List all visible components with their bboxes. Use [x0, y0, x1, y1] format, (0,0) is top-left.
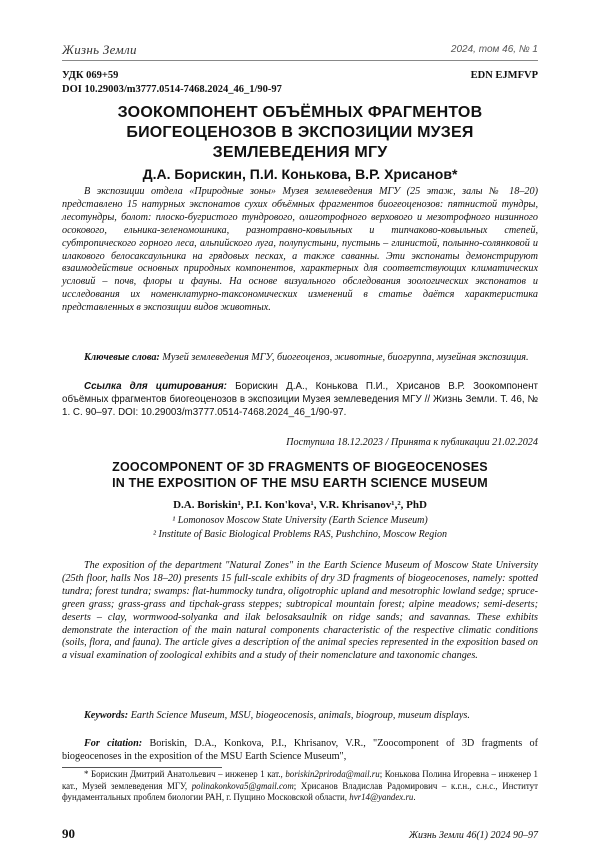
en-authors: D.A. Boriskin¹, P.I. Kon'kova¹, V.R. Khrisanov¹,², PhD [173, 499, 427, 511]
ru-title-line: ЗЕМЛЕВЕДЕНИЯ МГУ [212, 144, 388, 161]
email-link[interactable]: boriskin2priroda@mail.ru [285, 769, 380, 779]
email-link[interactable]: hvr14@yandex.ru [349, 792, 414, 803]
en-keywords-label: Keywords: [84, 710, 129, 721]
ru-keywords-text: Музей землеведения МГУ, биогеоценоз, животные, биогруппа, музейная экспозиция. [162, 352, 529, 363]
footnote-text: . [413, 792, 416, 803]
ru-title-line: ЗООКОМПОНЕНТ ОБЪЁМНЫХ ФРАГМЕНТОВ [117, 104, 483, 121]
ru-title-line: БИОГЕОЦЕНОЗОВ В ЭКСПОЗИЦИИ МУЗЕЯ [126, 124, 474, 141]
en-title [62, 459, 538, 491]
journal-issue: 2024, том 46, № 1 [450, 44, 538, 55]
header-divider [62, 60, 538, 61]
en-affiliation-2: ² Institute of Basic Biological Problems RAS, Pushchino, Moscow Region [153, 529, 447, 540]
footnote-text: ; Хрисанов Владислав Радомирович – к.г.н., с.н.с., Институт фундаментальных проблем биологии РАН, г. Пущино Московской области, [62, 780, 538, 803]
ru-citation [62, 380, 538, 419]
en-abstract: The exposition of the department "Natural Zones" in the Earth Science Museum of Moscow State University (25th floor, halls Nos 18–20) presents 15 full-scale exhibits of dry 3D fragments of biogeocenoses, namely: spotted tundra; forest tundra; swamps: flat-hummocky tundra, oligotrophic upland and mesotrophic lowland sedge; spruce-green grass; grass-grass and tipchak-grass steppes; subtropical mountain forest; alpine meadows; semi-deserts; deserts – clay, wormwood-solyanka and ilak belosaksaulnik on ridge sands; and savannas. These exhibits demonstrate the interaction of the main natural components characteristic of the respective climatic conditions (soils, flora, and fauna). The article gives a description of the animal species represented in the exposition based on a visual examination of zoological exhibits and a study of their nomenclature and taxonomic changes. [62, 560, 538, 662]
ru-title [62, 103, 538, 163]
doi: DOI 10.29003/m3777.0514-7468.2024_46_1/90-97 [62, 84, 282, 95]
edn-code: EDN EJMFVP [470, 70, 538, 81]
page-number: 90 [62, 826, 75, 841]
footnote-text: * Борискин Дмитрий Анатольевич – инженер 1 кат., [84, 769, 286, 779]
en-title-line: ZOOCOMPONENT OF 3D FRAGMENTS OF BIOGEOCENOSES [112, 460, 488, 474]
footer-journal: Жизнь Земли 46(1) 2024 90–97 [408, 830, 538, 841]
journal-logo: Жизнь Земли [62, 42, 137, 57]
en-keywords-text: Earth Science Museum, MSU, biogeocenosis, animals, biogroup, museum displays. [130, 710, 470, 721]
author-footnote [62, 769, 538, 804]
footnote-divider [62, 767, 222, 768]
footnote-text: ; Конькова Полина Игоревна – инженер 1 кат., Музей землеведения МГУ, [62, 769, 538, 791]
ru-citation-label: Ссылка для цитирования: [84, 381, 227, 392]
ru-keywords-label: Ключевые слова: [84, 352, 160, 363]
ru-abstract: В экспозиции отдела «Природные зоны» Музея землеведения МГУ (25 этаж, залы № 18–20) представлено 15 натурных экспонатов сухих объёмных фрагментов биогеоценозов: пятнистой тундры, лесотундры, болот: плоско-бугристого тундрового, олиготрофного верхового и мезотрофного низинного осокового, ельника-зеленомошника, разнотравно-ковыльных и типчаково-ковыльных степей, субтропического горного леса, альпийского луга, полупустыни, пустынь – глинистой, полынно-солянковой и илакового белосаксаульника на грядовых песках, а также саванны. Эти экспонаты демонстрируют взаимодействие основных природных компонентов, характерных для соответствующих климатических условий – почв, флоры и фауны. На основе визуального обследования зоологических экспонатов и исследования их номенклатурно-таксономических изменений в статье даётся характеристика представленных в экспозиции видов животных. [62, 186, 538, 314]
en-title-line: IN THE EXPOSITION OF THE MSU EARTH SCIENCE MUSEUM [112, 476, 488, 490]
en-affiliation-1: ¹ Lomonosov Moscow State University (Earth Science Museum) [172, 515, 428, 526]
en-citation-label: For citation: [84, 738, 143, 749]
en-keywords [62, 710, 538, 723]
ru-keywords [62, 352, 538, 365]
email-link[interactable]: polinakonkova5@gmail.com [191, 780, 294, 791]
en-citation [62, 738, 538, 764]
ru-citation-text: Борискин Д.А., Конькова П.И., Хрисанов В.Р. Зоокомпонент объёмных фрагментов биогеоценозов в экспозиции Музея землеведения МГУ // Жизнь Земли. Т. 46, № 1. С. 90–97. DOI: 10.29003/m3777.0514-7468.2024_46_1/90-97. [62, 381, 538, 418]
udk-code: УДК 069+59 [62, 70, 119, 81]
en-citation-text: Boriskin, D.A., Konkova, P.I., Khrisanov, V.R., "Zoocomponent of 3D fragments of biogeocenoses in the exposition of the MSU Earth Science Museum", [62, 738, 538, 762]
ru-authors: Д.А. Борискин, П.И. Конькова, В.Р. Хрисанов* [142, 166, 458, 182]
ru-dates: Поступила 18.12.2023 / Принята к публикации 21.02.2024 [286, 437, 538, 448]
